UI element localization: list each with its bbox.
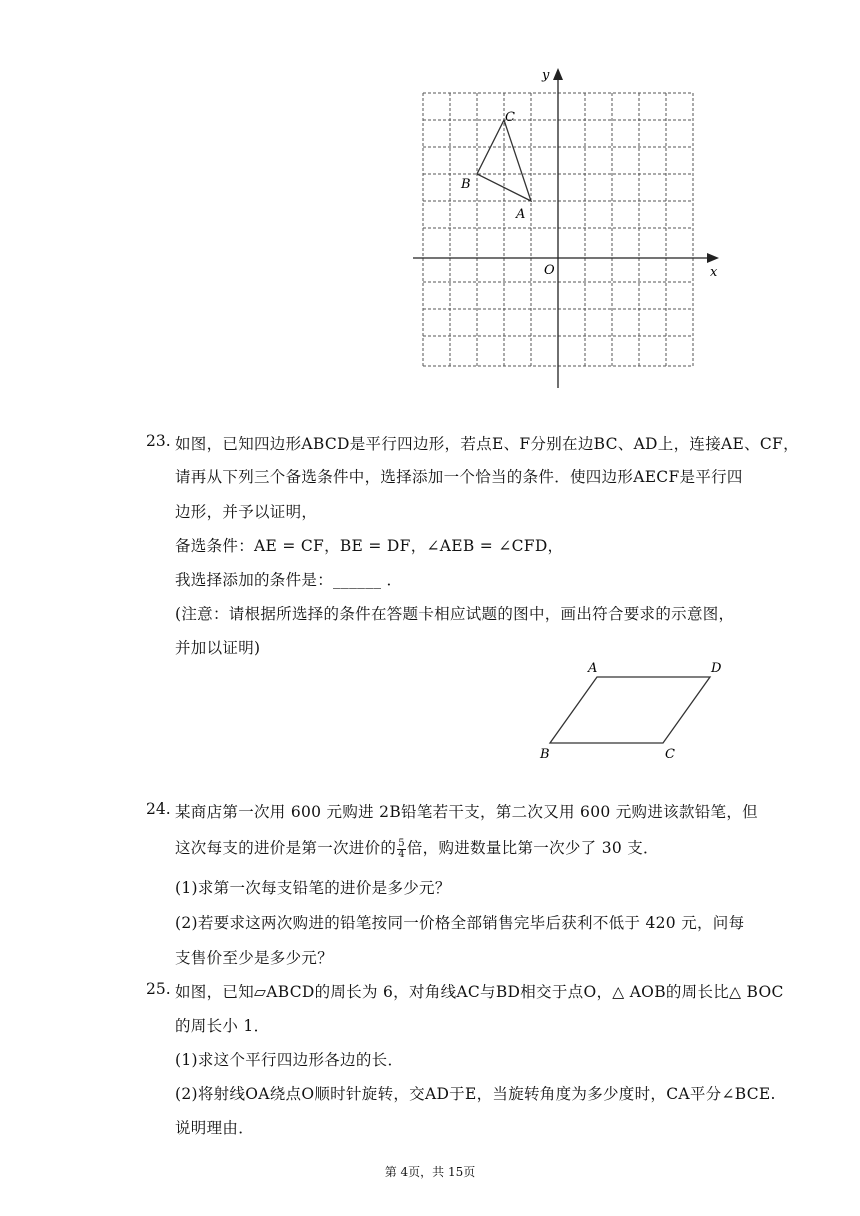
question-23-line-6: (注意：请根据所选择的条件在答题卡相应试题的图中，画出符合要求的示意图， bbox=[175, 605, 735, 623]
question-23-number: 23. bbox=[146, 432, 171, 450]
fraction-denominator: 4 bbox=[398, 848, 405, 860]
question-23-line-7: 并加以证明) bbox=[175, 639, 261, 657]
label-x: x bbox=[710, 265, 718, 280]
question-25-line-4: (2)将射线OA绕点O顺时针旋转，交AD于E，当旋转角度为多少度时，CA平分∠BCE. bbox=[175, 1085, 776, 1103]
coordinate-grid-figure bbox=[405, 62, 735, 392]
label-origin: O bbox=[544, 263, 555, 278]
question-23-line-4: 备选条件：AE = CF，BE = DF，∠AEB = ∠CFD， bbox=[175, 537, 564, 555]
label-vertex-c: C bbox=[665, 747, 675, 762]
fraction-numerator: 5 bbox=[398, 837, 405, 849]
label-point-c: C bbox=[505, 110, 515, 125]
question-24-line-5: 支售价至少是多少元？ bbox=[175, 949, 334, 967]
label-y: y bbox=[542, 68, 550, 83]
page-footer: 第 4页，共 15页 bbox=[384, 1165, 476, 1179]
question-24-line-2-pre: 这次每支的进价是第一次进价的 bbox=[175, 839, 397, 857]
question-24-line-2 bbox=[175, 836, 659, 860]
question-25-line-5: 说明理由． bbox=[175, 1119, 255, 1137]
fraction-five-fourths bbox=[397, 839, 406, 860]
question-23-line-3: 边形，并予以证明， bbox=[175, 503, 318, 521]
x-axis-arrow-icon bbox=[707, 253, 719, 263]
question-24-line-1: 某商店第一次用 600 元购进 2B铅笔若干支，第二次又用 600 元购进该款铅笔，但 bbox=[175, 803, 758, 821]
question-25-number: 25. bbox=[146, 980, 171, 998]
question-24-line-3: (1)求第一次每支铅笔的进价是多少元？ bbox=[175, 879, 451, 897]
question-24-number: 24. bbox=[146, 800, 171, 818]
parallelogram-figure bbox=[535, 655, 735, 767]
label-point-b: B bbox=[461, 177, 471, 192]
label-vertex-b: B bbox=[540, 747, 550, 762]
label-vertex-d: D bbox=[711, 661, 722, 676]
question-23-line-5: 我选择添加的条件是：______ ． bbox=[175, 571, 403, 589]
question-25-line-1: 如图，已知▱ABCD的周长为 6，对角线AC与BD相交于点O，△ AOB的周长比△ BOC bbox=[175, 983, 784, 1001]
question-25-line-2: 的周长小 1． bbox=[175, 1017, 270, 1035]
question-24-line-4: (2)若要求这两次购进的铅笔按同一价格全部销售完毕后获利不低于 420 元，问每 bbox=[175, 914, 745, 932]
parallelogram-abcd bbox=[550, 677, 710, 743]
question-23-line-2: 请再从下列三个备选条件中，选择添加一个恰当的条件．使四边形AECF是平行四 bbox=[175, 468, 743, 486]
y-axis-arrow-icon bbox=[553, 68, 563, 80]
label-vertex-a: A bbox=[588, 661, 598, 676]
question-25-line-3: (1)求这个平行四边形各边的长． bbox=[175, 1051, 404, 1069]
question-23-line-1: 如图，已知四边形ABCD是平行四边形，若点E、F分别在边BC、AD上，连接AE、CF， bbox=[175, 435, 799, 453]
label-point-a: A bbox=[516, 207, 526, 222]
axes bbox=[413, 76, 711, 388]
question-24-line-2-post: 倍，购进数量比第一次少了 30 支． bbox=[406, 839, 659, 857]
